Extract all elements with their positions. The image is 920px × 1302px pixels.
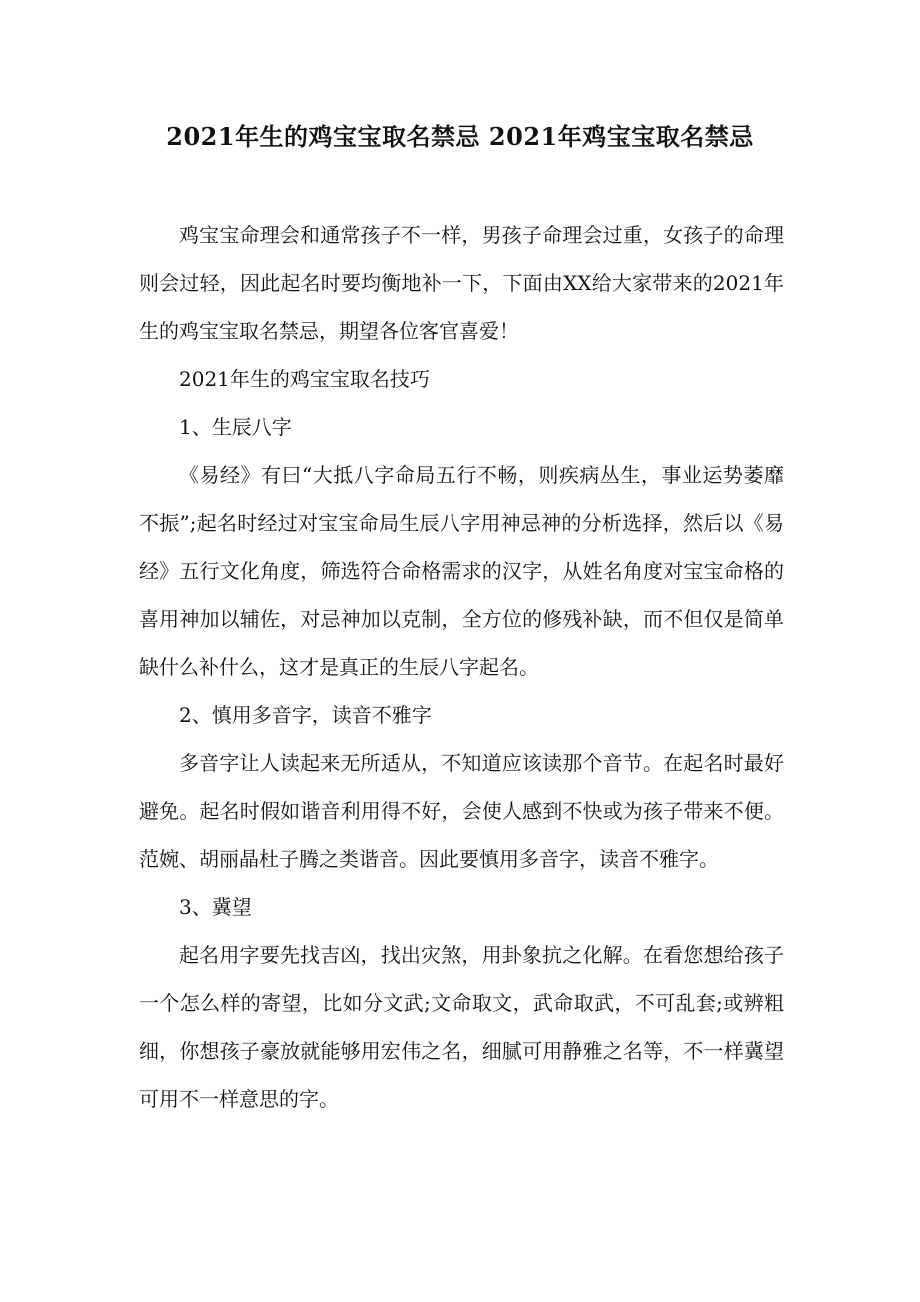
section-2-paragraph: 多音字让人读起来无所适从，不知道应该读那个音节。在起名时最好避免。起名时假如谐音利用得不好，会使人感到不快或为孩子带来不便。范婉、胡丽晶杜子腾之类谐音。因此要慎用多音字，读音不雅字。 xyxy=(139,751,784,871)
document-body xyxy=(139,211,784,1123)
section-heading-1: 1、生辰八字 xyxy=(179,415,292,439)
intro-paragraph: 鸡宝宝命理会和通常孩子不一样，男孩子命理会过重，女孩子的命理则会过轻，因此起名时要均衡地补一下，下面由XX给大家带来的2021年生的鸡宝宝取名禁忌，期望各位客官喜爱！ xyxy=(139,223,784,343)
section-heading-tips: 2021年生的鸡宝宝取名技巧 xyxy=(179,367,430,391)
section-3-paragraph: 起名用字要先找吉凶，找出灾煞，用卦象抗之化解。在看您想给孩子一个怎么样的寄望，比如分文武;文命取文，武命取武，不可乱套;或辨粗细，你想孩子豪放就能够用宏伟之名，细腻可用静雅之名等，不一样冀望可用不一样意思的字。 xyxy=(139,943,784,1111)
section-heading-2: 2、慎用多音字，读音不雅字 xyxy=(179,703,432,727)
document-title: 2021年生的鸡宝宝取名禁忌 2021年鸡宝宝取名禁忌 xyxy=(166,122,754,151)
section-heading-3: 3、冀望 xyxy=(179,895,252,919)
section-1-paragraph: 《易经》有曰“大抵八字命局五行不畅，则疾病丛生，事业运势萎靡不振”;起名时经过对宝宝命局生辰八字用神忌神的分析选择，然后以《易经》五行文化角度，筛选符合命格需求的汉字，从姓名角度对宝宝命格的喜用神加以辅佐，对忌神加以克制，全方位的修残补缺，而不但仅是简单缺什么补什么，这才是真正的生辰八字起名。 xyxy=(139,463,784,679)
